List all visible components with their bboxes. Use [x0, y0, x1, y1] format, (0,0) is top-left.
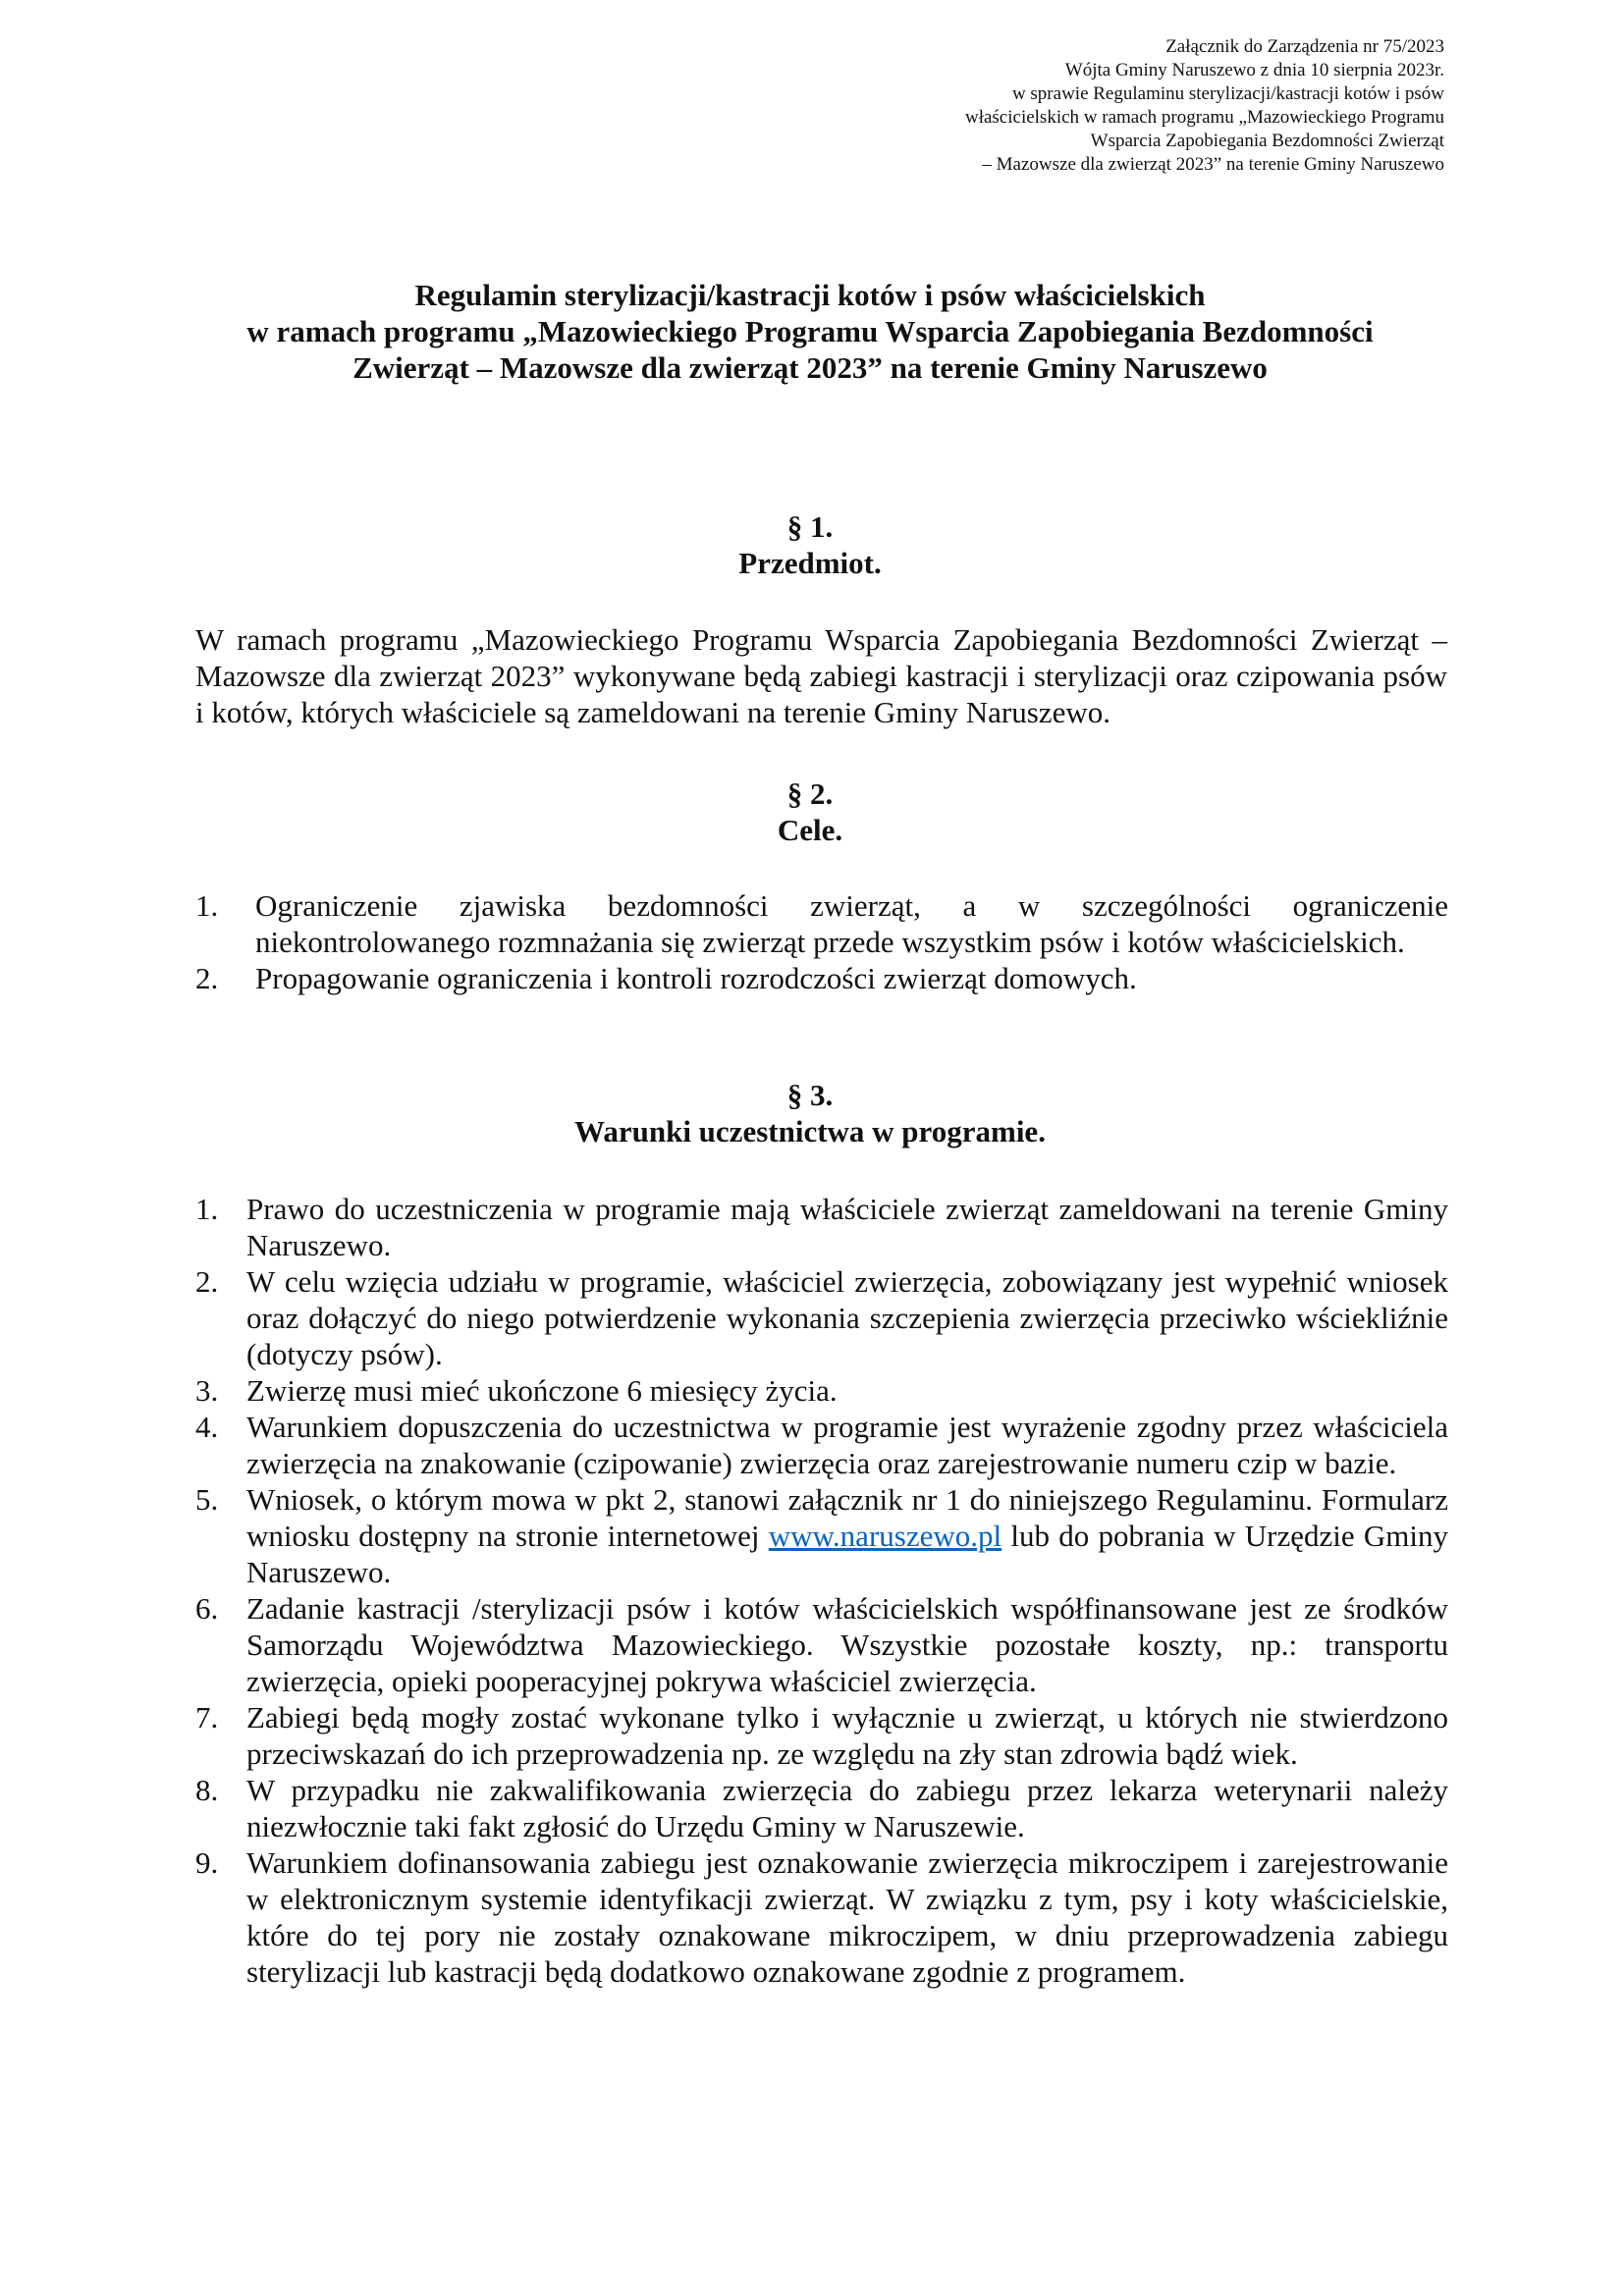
- list-item-text: Zwierzę musi mieć ukończone 6 miesięcy życia.: [246, 1373, 838, 1408]
- website-link[interactable]: www.naruszewo.pl: [768, 1519, 1002, 1553]
- list-item: [195, 1372, 1448, 1409]
- list-item-text: Ograniczenie zjawiska bezdomności zwierząt, a w szczególności ograniczenie niekontrolowanego rozmnażania się zwierząt przede wszystkim psów i kotów właścicielskich.: [255, 888, 1448, 959]
- section-3-number: § 3.: [786, 1078, 834, 1112]
- list-item-text: W przypadku nie zakwalifikowania zwierzęcia do zabiegu przez lekarza weterynarii należy niezwłocznie taki fakt zgłosić do Urzędu Gminy w Naruszewie.: [246, 1773, 1448, 1843]
- document-title-line: w ramach programu „Mazowieckiego Programu Wsparcia Zapobiegania Bezdomności: [246, 314, 1374, 348]
- list-item-text: Propagowanie ograniczenia i kontroli rozrodczości zwierząt domowych.: [255, 961, 1137, 995]
- attachment-note-line: Załącznik do Zarządzenia nr 75/2023: [1165, 36, 1444, 57]
- list-item-text: Warunkiem dopuszczenia do uczestnictwa w programie jest wyrażenie zgodny przez właściciela zwierzęcia na znakowanie (czipowanie) zwierzęcia oraz zarejestrowanie numeru czip w bazie.: [246, 1410, 1448, 1480]
- list-item-text: Zadanie kastracji /sterylizacji psów i kotów właścicielskich współfinansowane jest ze środków Samorządu Województwa Mazowieckiego. Wszystkie pozostałe koszty, np.: transportu zwierzęcia, opieki pooperacyjnej pokrywa właściciel zwierzęcia.: [246, 1591, 1448, 1698]
- document-title: [147, 277, 1473, 386]
- list-item-number: 3.: [195, 1373, 219, 1408]
- list-item: [195, 1481, 1448, 1590]
- list-item-number: 1.: [195, 888, 219, 923]
- section-3-title: Warunki uczestnictwa w programie.: [574, 1114, 1046, 1148]
- list-item: [195, 1263, 1448, 1372]
- list-item: [195, 1699, 1448, 1772]
- attachment-note: [659, 35, 1444, 177]
- list-item-text: Zabiegi będą mogły zostać wykonane tylko i wyłącznie u zwierząt, u których nie stwierdzono przeciwskazań do ich przeprowadzenia np. ze względu na zły stan zdrowia bądź wiek.: [246, 1700, 1448, 1771]
- attachment-note-line: właścicielskich w ramach programu „Mazowieckiego Programu: [964, 107, 1444, 128]
- section-1-text: W ramach programu „Mazowieckiego Programu Wsparcia Zapobiegania Bezdomności Zwierząt – Mazowsze dla zwierząt 2023” wykonywane będą zabiegi kastracji i sterylizacji oraz czipowania psów i kotów, których właściciele są zameldowani na terenie Gminy Naruszewo.: [195, 622, 1447, 729]
- list-item: [195, 960, 1448, 996]
- list-item-text: Warunkiem dofinansowania zabiegu jest oznakowanie zwierzęcia mikroczipem i zarejestrowanie w elektronicznym systemie identyfikacji zwierząt. W związku z tym, psy i koty właścicielskie, które do tej pory nie zostały oznakowane mikroczipem, w dniu przeprowadzenia zabiegu sterylizacji lub kastracji będą dodatkowo oznakowane zgodnie z programem.: [246, 1845, 1448, 1989]
- section-2-number: § 2.: [786, 776, 834, 811]
- list-item-number: 2.: [195, 1264, 219, 1299]
- list-item-number: 9.: [195, 1845, 219, 1880]
- attachment-note-line: – Mazowsze dla zwierząt 2023” na terenie Gminy Naruszewo: [982, 154, 1444, 175]
- list-item-text: lub do pobrania w Urzędzie Gminy Naruszewo.: [246, 1519, 1448, 1589]
- section-1-title: Przedmiot.: [738, 546, 882, 580]
- list-item-number: 1.: [195, 1192, 219, 1226]
- list-item-text: Prawo do uczestniczenia w programie mają właściciele zwierząt zameldowani na terenie Gminy Naruszewo.: [246, 1192, 1448, 1262]
- section-1-number: § 1.: [786, 509, 834, 544]
- list-item: [195, 1844, 1448, 1990]
- list-item: [195, 1772, 1448, 1844]
- attachment-note-line: Wójta Gminy Naruszewo z dnia 10 sierpnia 2023r.: [1064, 60, 1444, 80]
- section-3-heading: [147, 1077, 1473, 1149]
- document-title-line: Zwierząt – Mazowsze dla zwierząt 2023” na terenie Gminy Naruszewo: [352, 350, 1268, 385]
- list-item-number: 8.: [195, 1773, 219, 1807]
- conditions-list: [195, 1191, 1448, 1990]
- attachment-note-line: w sprawie Regulaminu sterylizacji/kastracji kotów i psów: [1011, 83, 1444, 104]
- list-item-text: W celu wzięcia udziału w programie, właściciel zwierzęcia, zobowiązany jest wypełnić wniosek oraz dołączyć do niego potwierdzenie wykonania szczepienia zwierzęcia przeciwko wściekliźnie (dotyczy psów).: [246, 1264, 1448, 1371]
- list-item: [195, 1409, 1448, 1481]
- list-item-number: 6.: [195, 1591, 219, 1626]
- list-item: [195, 887, 1448, 960]
- document-title-line: Regulamin sterylizacji/kastracji kotów i psów właścicielskich: [414, 278, 1206, 312]
- list-item-number: 7.: [195, 1700, 219, 1735]
- attachment-note-line: Wsparcia Zapobiegania Bezdomności Zwierząt: [1090, 131, 1444, 151]
- list-item-number: 4.: [195, 1410, 219, 1444]
- list-item: [195, 1191, 1448, 1263]
- list-item-number: 5.: [195, 1482, 219, 1517]
- list-item-number: 2.: [195, 961, 219, 995]
- goals-list: [195, 887, 1448, 996]
- section-2-heading: [147, 775, 1473, 848]
- list-item: [195, 1590, 1448, 1699]
- section-1-heading: [147, 508, 1473, 581]
- list-item-text: Wniosek, o którym mowa w pkt 2, stanowi załącznik nr 1 do niniejszego Regulaminu. Formularz wniosku dostępny na stronie internetowej: [246, 1482, 1448, 1553]
- section-2-title: Cele.: [777, 813, 843, 847]
